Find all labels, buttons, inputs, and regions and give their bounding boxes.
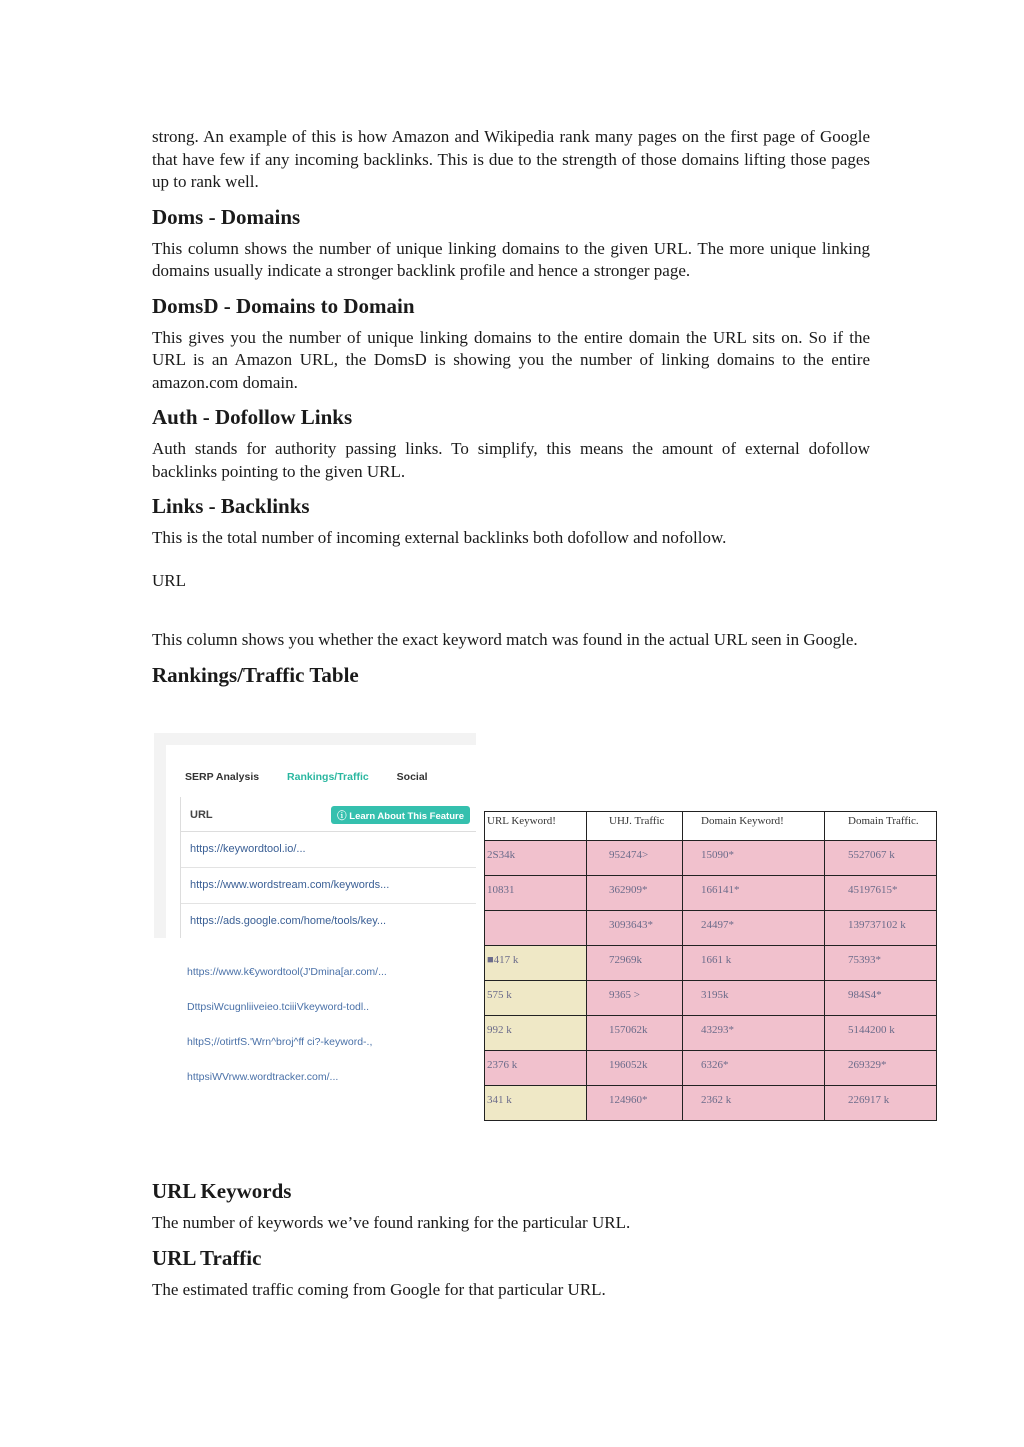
table-row bbox=[485, 841, 937, 876]
document-body bbox=[152, 126, 870, 688]
table-cell: 2S34k bbox=[485, 841, 587, 876]
screenshot-panel bbox=[166, 745, 476, 938]
heading-links: Links - Backlinks bbox=[152, 494, 310, 518]
table-header-row bbox=[485, 812, 937, 841]
table-cell: 75393* bbox=[825, 946, 937, 981]
url-header-label: URL bbox=[190, 809, 213, 821]
url-panel bbox=[180, 797, 476, 938]
table-cell: 575 k bbox=[485, 981, 587, 1016]
url-link[interactable]: DttpsiWcugnliiveieo.tciiiVkeyword-todl.. bbox=[187, 1001, 370, 1013]
paragraph-url-keywords: The number of keywords we’ve found ranking for the particular URL. bbox=[152, 1213, 631, 1232]
heading-url-keywords: URL Keywords bbox=[152, 1179, 292, 1203]
url-link[interactable]: hltpS;//otirtfS.'Wrn^broj^ff ci?-keyword-., bbox=[187, 1036, 373, 1048]
table-cell: 3093643* bbox=[587, 911, 683, 946]
table-cell: ■417 k bbox=[485, 946, 587, 981]
paragraph-url: This column shows you whether the exact keyword match was found in the actual URL seen in Google. bbox=[152, 630, 858, 649]
tab-serp-analysis[interactable]: SERP Analysis bbox=[185, 771, 260, 783]
paragraph-auth: Auth stands for authority passing links. To simplify, this means the amount of external dofollow backlinks pointing to the given URL. bbox=[152, 439, 870, 481]
col-domain-keywords: Domain Keyword! bbox=[683, 812, 825, 841]
table-cell: 196052k bbox=[587, 1051, 683, 1086]
table-row bbox=[485, 946, 937, 981]
table-cell: 139737102 k bbox=[825, 911, 937, 946]
table-cell bbox=[485, 911, 587, 946]
col-url-keywords: URL Keyword! bbox=[485, 812, 587, 841]
screenshot-tabs bbox=[185, 771, 453, 783]
heading-rankings-traffic: Rankings/Traffic Table bbox=[152, 662, 359, 687]
table-row bbox=[485, 981, 937, 1016]
table-cell: 3195k bbox=[683, 981, 825, 1016]
table-cell: 45197615* bbox=[825, 876, 937, 911]
table-row bbox=[485, 1051, 937, 1086]
url-column-header bbox=[181, 797, 476, 832]
table-cell: 10831 bbox=[485, 876, 587, 911]
table-cell: 24497* bbox=[683, 911, 825, 946]
url-link[interactable]: httpsiWVrww.wordtracker.com/... bbox=[187, 1071, 339, 1083]
table-row bbox=[485, 911, 937, 946]
document-body-lower bbox=[152, 1178, 870, 1301]
table-body bbox=[485, 841, 937, 1121]
paragraph-domsd: This gives you the number of unique linking domains to the entire domain the URL sits on. So if the URL is an Amazon URL, the DomsD is showing you the number of linking domains to the entire amazon.com domain. bbox=[152, 327, 870, 392]
url-row[interactable] bbox=[181, 904, 476, 938]
paragraph-links: This is the total number of incoming external backlinks both dofollow and nofollow. bbox=[152, 528, 727, 547]
table-cell: 43293* bbox=[683, 1016, 825, 1051]
url-list-lower bbox=[187, 966, 387, 1106]
table-cell: 1661 k bbox=[683, 946, 825, 981]
col-url-traffic: UHJ. Traffic bbox=[587, 812, 683, 841]
heading-url-traffic: URL Traffic bbox=[152, 1245, 262, 1270]
table-cell: 5144200 k bbox=[825, 1016, 937, 1051]
paragraph-url-traffic: The estimated traffic coming from Google for that particular URL. bbox=[152, 1279, 606, 1299]
url-row[interactable] bbox=[181, 832, 476, 868]
table-cell: 226917 k bbox=[825, 1086, 937, 1121]
table-cell: 269329* bbox=[825, 1051, 937, 1086]
tab-rankings-traffic[interactable]: Rankings/Traffic bbox=[287, 771, 369, 783]
table-cell: 9365 > bbox=[587, 981, 683, 1016]
table-cell: 2376 k bbox=[485, 1051, 587, 1086]
table-row bbox=[485, 1016, 937, 1051]
table-cell: 166141* bbox=[683, 876, 825, 911]
heading-auth: Auth - Dofollow Links bbox=[152, 405, 353, 429]
table-cell: 72969k bbox=[587, 946, 683, 981]
url-link[interactable]: https://keywordtool.io/... bbox=[190, 843, 306, 855]
table-cell: 2362 k bbox=[683, 1086, 825, 1121]
table-cell: 157062k bbox=[587, 1016, 683, 1051]
paragraph-doms: This column shows the number of unique linking domains to the given URL. The more unique linking domains usually indicate a stronger backlink profile and hence a stronger page. bbox=[152, 238, 870, 280]
heading-doms: Doms - Domains bbox=[152, 204, 301, 229]
url-label: URL bbox=[152, 570, 186, 590]
table-cell: 362909* bbox=[587, 876, 683, 911]
table-cell: 15090* bbox=[683, 841, 825, 876]
table-cell: 952474> bbox=[587, 841, 683, 876]
table-cell: 5527067 k bbox=[825, 841, 937, 876]
tab-social[interactable]: Social bbox=[396, 771, 428, 783]
table-cell: 992 k bbox=[485, 1016, 587, 1051]
intro-paragraph: strong. An example of this is how Amazon and Wikipedia rank many pages on the first page of Google that have few if any incoming backlinks. This is due to the strength of those domains lifting those pages up to rank well. bbox=[152, 127, 870, 191]
table-row bbox=[485, 1086, 937, 1121]
url-row[interactable] bbox=[181, 868, 476, 904]
table-cell: 984S4* bbox=[825, 981, 937, 1016]
rankings-traffic-table bbox=[484, 811, 937, 1121]
url-link[interactable]: https://www.wordstream.com/keywords... bbox=[190, 879, 390, 891]
url-link[interactable]: https://www.k€ywordtool(J'Dmina[ar.com/... bbox=[187, 966, 387, 978]
table-cell: 124960* bbox=[587, 1086, 683, 1121]
learn-about-feature-button[interactable]: ⓘ Learn About This Feature bbox=[331, 806, 470, 824]
table-row bbox=[485, 876, 937, 911]
heading-domsd: DomsD - Domains to Domain bbox=[152, 293, 415, 318]
table-cell: 341 k bbox=[485, 1086, 587, 1121]
col-domain-traffic: Domain Traffic. bbox=[825, 812, 937, 841]
table-cell: 6326* bbox=[683, 1051, 825, 1086]
rankings-screenshot bbox=[154, 733, 476, 938]
url-link[interactable]: https://ads.google.com/home/tools/key... bbox=[190, 915, 387, 927]
